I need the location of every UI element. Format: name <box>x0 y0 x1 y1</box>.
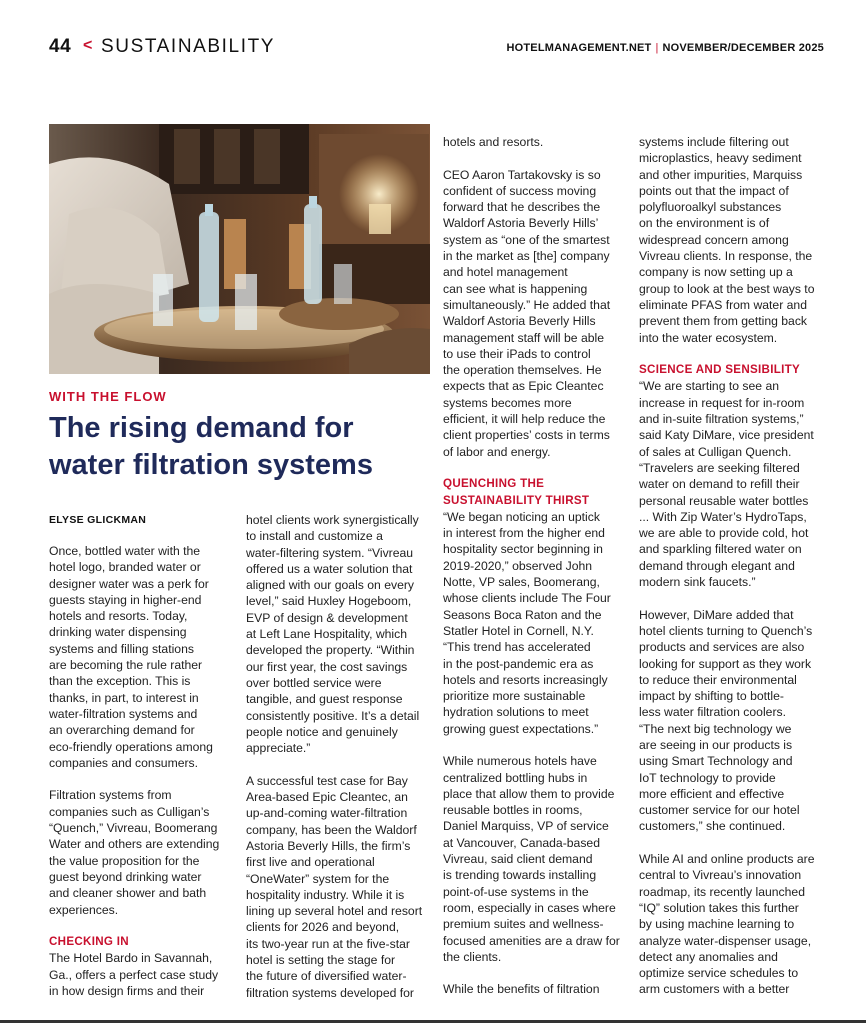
paragraph: While the benefits of filtration <box>443 982 600 997</box>
paragraph: systems include filtering out microplastics, heavy sediment and other impurities, Marquiss points out that the impact of polyfluoroalkyl substances on the environment is of widespread concern among Vivreau clients. In response, the company is now setting up a group to look at the best ways to eliminate PFAS from water and prevent them from getting back into the water ecosystem. <box>639 135 815 345</box>
header-separator: | <box>655 42 659 54</box>
paragraph: “We are starting to see an increase in request for in-room and in-suite filtration systems,” said Katy DiMare, vice president of sales at Culligan Quench. “Travelers are seeking filtered water on demand to refill their personal reusable water bottles ... With Zip Water’s HydroTaps, we are able to provide cold, hot and sparkling filtered water on demand through elegant and modern sink faucets.” <box>639 379 814 590</box>
paragraph: The Hotel Bardo in Savannah, Ga., offers a perfect case study in how design firms and their <box>49 951 219 999</box>
hotel-lobby-water-bottles-photo <box>49 124 430 374</box>
paragraph: While AI and online products are central to Vivreau’s innovation roadmap, its recently launched “IQ” solution takes this further by using machine learning to analyze water-dispenser usage, detect any anomalies and optimize service schedules to arm customers with a better <box>639 852 815 997</box>
paragraph: hotels and resorts. <box>443 135 544 149</box>
text-column-2 <box>246 512 432 1001</box>
paragraph: Filtration systems from companies such as Culligan’s “Quench,” Vivreau, Boomerang Water and others are extending the value proposition for the guest beyond drinking water and cleaner shower and bath experiences. <box>49 788 220 917</box>
subhead-quenching-the-sustainability-thirst: QUENCHING THE SUSTAINABILITY THIRST <box>443 477 590 507</box>
issue-date: NOVEMBER/DECEMBER 2025 <box>662 42 824 54</box>
section-title: SUSTAINABILITY <box>101 36 276 57</box>
header-publication-info <box>506 42 824 54</box>
article-byline: ELYSE GLICKMAN <box>49 514 147 526</box>
paragraph: While numerous hotels have centralized bottling hubs in place that allow them to provide reusable bottles in rooms, Daniel Marquiss, VP of service at Vancouver, Canada-based Vivreau, said client demand is trending towards installing point-of-use systems in the room, especially in cases where premium suites and wellness- focused amenities are a draw for the clients. <box>443 754 620 964</box>
text-column-1 <box>49 543 229 999</box>
chevron-left-icon: < <box>83 37 93 54</box>
paragraph: hotel clients work synergistically to install and customize a water-filtering system. “Vivreau offered us a water solution that aligned with our goals on every level,” said Huxley Hogeboom, EVP of design & development at Left Lane Hospitality, which developed the property. “Within our first year, the cost savings over bottled service were tangible, and guest response consistently positive. It’s a detail people notice and genuinely appreciate.” <box>246 513 420 756</box>
paragraph: “We began noticing an uptick in interest from the higher end hospitality sector beginning in 2019-2020,” observed John Notte, VP sales, Boomerang, whose clients include The Four Seasons Boca Raton and the Statler Hotel in Cornell, N.Y. “This trend has accelerated in the post-pandemic era as hotels and resorts increasingly prioritize more sustainable hydration solutions to meet growing guest expectations.” <box>443 509 611 736</box>
text-column-4 <box>639 134 825 998</box>
paragraph: However, DiMare added that hotel clients turning to Quench’s products and services are also looking for support as they work to reduce their environmental impact by shifting to bottle- less water filtration coolers. “The next big technology we are seeing in our products is using Smart Technology and IoT technology to provide more efficient and effective customer service for our hotel customers,” she continued. <box>639 607 813 834</box>
site-name: HOTELMANAGEMENT.NET <box>506 42 652 54</box>
paragraph: CEO Aaron Tartakovsky is so confident of success moving forward that he describes the Waldorf Astoria Beverly Hills’ system as “one of the smartest in the market as [the] company and hotel management can see what is happening simultaneously.” He added that Waldorf Astoria Beverly Hills management staff will be able to use their iPads to control the operation themselves. He expects that as Epic Cleantec systems becomes more efficient, it will help reduce the client properties’ costs in terms of labor and energy. <box>443 167 611 459</box>
article-headline: The rising demand for water filtration systems <box>49 412 373 481</box>
text-column-3 <box>443 134 625 998</box>
page-header <box>49 36 824 60</box>
paragraph: Once, bottled water with the hotel logo, branded water or designer water was a perk for guests staying in higher-end hotels and resorts. Today, drinking water dispensing systems and filling stations are becoming the rule rather than the exception. This is thanks, in part, to interest in water-filtration systems and an overarching demand for eco-friendly operations among companies and consumers. <box>49 544 213 770</box>
subhead-checking-in: CHECKING IN <box>49 935 129 949</box>
page-number: 44 <box>49 36 72 57</box>
article-photo <box>49 124 430 374</box>
article-kicker: WITH THE FLOW <box>49 389 167 404</box>
subhead-science-and-sensibility: SCIENCE AND SENSIBILITY <box>639 363 801 377</box>
paragraph: A successful test case for Bay Area-based Epic Cleantec, an up-and-coming water-filtration company, has been the Waldorf Astoria Beverly Hills, the firm’s first live and operational “OneWater” system for the hospitality industry. While it is lining up several hotel and resort clients for 2026 and beyond, its two-year run at the five-star hotel is setting the stage for the future of diversified water- filtration systems developed for <box>246 773 423 1000</box>
